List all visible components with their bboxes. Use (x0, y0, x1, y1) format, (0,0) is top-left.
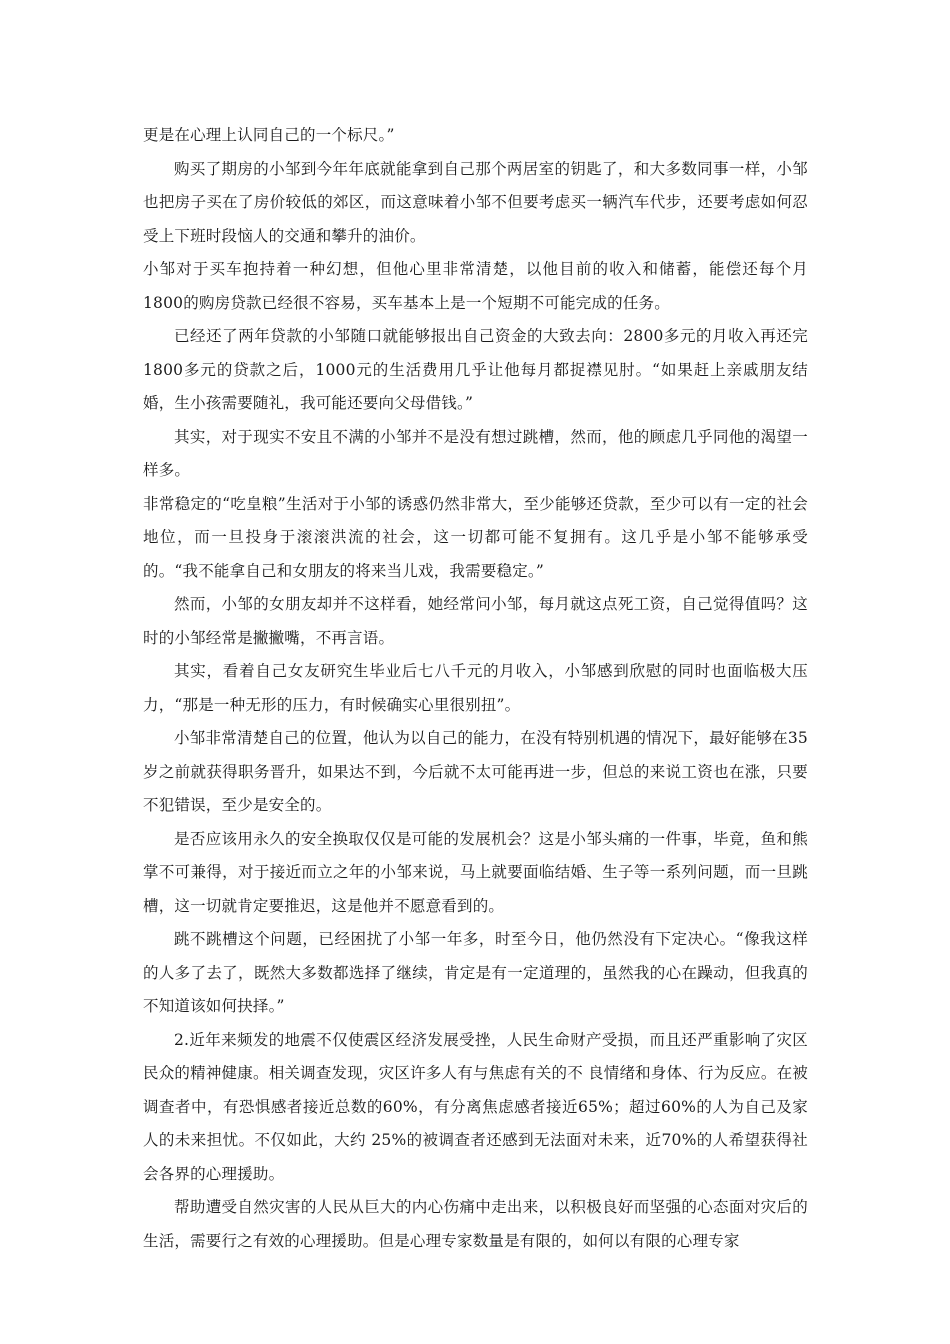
paragraph: 跳不跳槽这个问题，已经困扰了小邹一年多，时至今日，他仍然没有下定决心。“像我这样的人多了去了，既然大多数都选择了继续，肯定是有一定道理的，虽然我的心在躁动，但我真的不知道该如何抉择。” (143, 930, 808, 1015)
paragraph: 2.近年来频发的地震不仅使震区经济发展受挫，人民生命财产受损，而且还严重影响了灾区民众的精神健康。相关调查发现，灾区许多人有与焦虑有关的不 良情绪和身体、行为反应。在被调查者中，有恐惧感者接近总数的60%，有分离焦虑感者接近65%；超过60%的人为自己及家人的未来担忧。不仅如此，大约 25%的被调查者还感到无法面对未来，近70%的人希望获得社会各界的心理援助。 (143, 1030, 808, 1183)
paragraph: 已经还了两年贷款的小邹随口就能够报出自己资金的大致去向：2800多元的月收入再还完1800多元的贷款之后，1000元的生活费用几乎让他每月都捉襟见肘。“如果赶上亲戚朋友结婚，生小孩需要随礼，我可能还要向父母借钱。” (143, 327, 808, 412)
paragraph: 小邹非常清楚自己的位置，他认为以自己的能力，在没有特别机遇的情况下，最好能够在35岁之前就获得职务晋升，如果达不到，今后就不太可能再进一步，但总的来说工资也在涨，只要不犯错误，至少是安全的。 (143, 729, 808, 814)
paragraph: 购买了期房的小邹到今年年底就能拿到自己那个两居室的钥匙了，和大多数同事一样，小邹也把房子买在了房价较低的郊区，而这意味着小邹不但要考虑买一辆汽车代步，还要考虑如何忍受上下班时段恼人的交通和攀升的油价。 (143, 159, 808, 245)
paragraph: 帮助遭受自然灾害的人民从巨大的内心伤痛中走出来，以积极良好而坚强的心态面对灾后的生活，需要行之有效的心理援助。但是心理专家数量是有限的，如何以有限的心理专家 (143, 1198, 808, 1250)
paragraph: 其实，对于现实不安且不满的小邹并不是没有想过跳槽，然而，他的顾虑几乎同他的渴望一样多。 (143, 427, 808, 479)
paragraph: 其实，看着自己女友研究生毕业后七八千元的月收入，小邹感到欣慰的同时也面临极大压力，“那是一种无形的压力，有时候确实心里很别扭”。 (143, 662, 808, 714)
document-body (143, 119, 808, 1258)
paragraph: 更是在心理上认同自己的一个标尺。” (143, 126, 395, 144)
paragraph: 是否应该用永久的安全换取仅仅是可能的发展机会？这是小邹头痛的一件事，毕竟，鱼和熊掌不可兼得，对于接近而立之年的小邹来说，马上就要面临结婚、生子等一系列问题，而一旦跳槽，这一切就肯定要推迟，这是他并不愿意看到的。 (143, 829, 808, 915)
paragraph: 然而，小邹的女朋友却并不这样看，她经常问小邹，每月就这点死工资，自己觉得值吗？这时的小邹经常是撇撇嘴，不再言语。 (143, 595, 808, 647)
paragraph: 非常稳定的“吃皇粮”生活对于小邹的诱惑仍然非常大，至少能够还贷款，至少可以有一定的社会地位，而一旦投身于滚滚洪流的社会，这一切都可能不复拥有。这几乎是小邹不能够承受的。“我不能拿自己和女朋友的将来当儿戏，我需要稳定。” (143, 494, 808, 580)
paragraph: 小邹对于买车抱持着一种幻想，但他心里非常清楚，以他目前的收入和储蓄，能偿还每个月1800的购房贷款已经很不容易，买车基本上是一个短期不可能完成的任务。 (143, 260, 808, 312)
